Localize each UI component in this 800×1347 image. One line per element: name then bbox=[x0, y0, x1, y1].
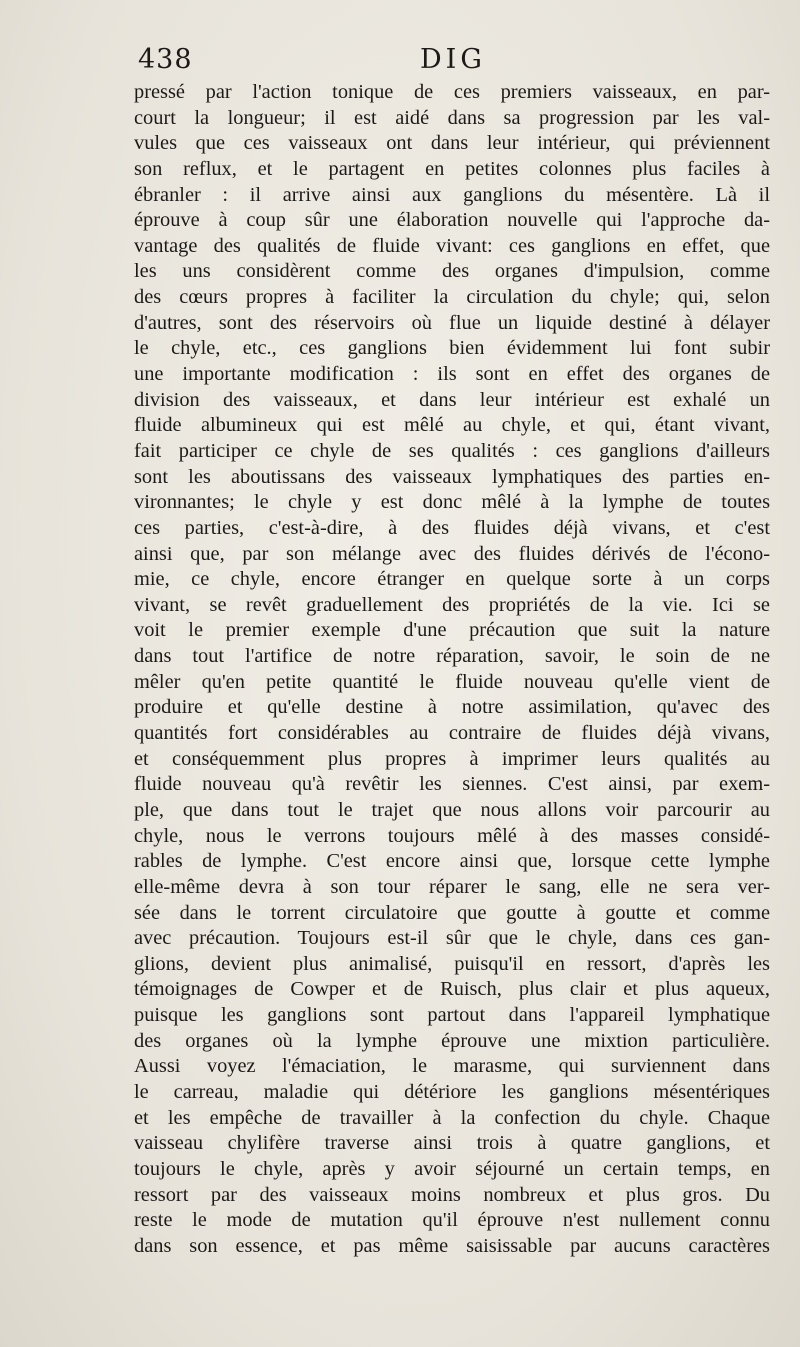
text-line: ébranler : il arrive ainsi aux ganglions du mésentère. Là il bbox=[134, 183, 770, 206]
text-line: Aussi voyez l'émaciation, le marasme, qui surviennent dans bbox=[134, 1055, 770, 1078]
text-line: fluide albumineux qui est mêlé au chyle, et qui, étant vivant, bbox=[134, 414, 770, 437]
text-line: vules que ces vaisseaux ont dans leur intérieur, qui préviennent bbox=[134, 132, 770, 155]
text-line: ressort par des vaisseaux moins nombreux et plus gros. Du bbox=[134, 1183, 770, 1206]
text-line: vironnantes; le chyle y est donc mêlé à la lymphe de toutes bbox=[134, 491, 770, 514]
body-text bbox=[134, 80, 770, 1259]
text-line: et conséquemment plus propres à imprimer leurs qualités au bbox=[134, 747, 770, 770]
text-line: division des vaisseaux, et dans leur intérieur est exhalé un bbox=[134, 388, 770, 411]
text-line: d'autres, sont des réservoirs où flue un liquide destiné à délayer bbox=[134, 311, 770, 334]
text-line: produire et qu'elle destine à notre assimilation, qu'avec des bbox=[134, 696, 770, 719]
text-line: chyle, nous le verrons toujours mêlé à des masses considé- bbox=[134, 824, 770, 847]
text-line: court la longueur; il est aidé dans sa progression par les val- bbox=[134, 106, 770, 129]
text-line: sée dans le torrent circulatoire que goutte à goutte et comme bbox=[134, 901, 770, 924]
text-line: le carreau, maladie qui détériore les ganglions mésentériques bbox=[134, 1080, 770, 1103]
text-line: témoignages de Cowper et de Ruisch, plus clair et plus aqueux, bbox=[134, 978, 770, 1001]
text-line: vaisseau chylifère traverse ainsi trois à quatre ganglions, et bbox=[134, 1132, 770, 1155]
text-line: des organes où la lymphe éprouve une mixtion particulière. bbox=[134, 1029, 770, 1052]
text-line: dans son essence, et pas même saisissable par aucuns caractères bbox=[134, 1234, 770, 1257]
text-line: puisque les ganglions sont partout dans l'appareil lymphatique bbox=[134, 1004, 770, 1027]
text-line: son reflux, et le partagent en petites colonnes plus faciles à bbox=[134, 157, 770, 180]
text-line: ainsi que, par son mélange avec des fluides dérivés de l'écono- bbox=[134, 542, 770, 565]
text-line: glions, devient plus animalisé, puisqu'il en ressort, d'après les bbox=[134, 952, 770, 975]
text-line: le chyle, etc., ces ganglions bien évidemment lui font subir bbox=[134, 337, 770, 360]
text-line: sont les aboutissans des vaisseaux lymphatiques des parties en- bbox=[134, 465, 770, 488]
text-line: mie, ce chyle, encore étranger en quelque sorte à un corps bbox=[134, 568, 770, 591]
text-line: toujours le chyle, après y avoir séjourné un certain temps, en bbox=[134, 1157, 770, 1180]
text-line: voit le premier exemple d'une précaution que suit la nature bbox=[134, 619, 770, 642]
text-line: ple, que dans tout le trajet que nous allons voir parcourir au bbox=[134, 798, 770, 821]
running-head: DIG bbox=[420, 44, 486, 75]
text-line: une importante modification : ils sont en effet des organes de bbox=[134, 363, 770, 386]
text-line: vantage des qualités de fluide vivant: ces ganglions en effet, que bbox=[134, 234, 770, 257]
text-line: quantités fort considérables au contraire de fluides déjà vivans, bbox=[134, 722, 770, 745]
text-line: les uns considèrent comme des organes d'impulsion, comme bbox=[134, 260, 770, 283]
text-line: vivant, se revêt graduellement des propriétés de la vie. Ici se bbox=[134, 593, 770, 616]
page-number: 438 bbox=[138, 44, 193, 75]
text-line: ces parties, c'est-à-dire, à des fluides déjà vivans, et c'est bbox=[134, 516, 770, 539]
text-line: dans tout l'artifice de notre réparation, savoir, le soin de ne bbox=[134, 645, 770, 668]
text-line: fait participer ce chyle de ses qualités : ces ganglions d'ailleurs bbox=[134, 439, 770, 462]
text-line: reste le mode de mutation qu'il éprouve n'est nullement connu bbox=[134, 1209, 770, 1232]
text-line: avec précaution. Toujours est-il sûr que le chyle, dans ces gan- bbox=[134, 927, 770, 950]
text-line: éprouve à coup sûr une élaboration nouvelle qui l'approche da- bbox=[134, 209, 770, 232]
text-line: des cœurs propres à faciliter la circulation du chyle; qui, selon bbox=[134, 286, 770, 309]
text-line: rables de lymphe. C'est encore ainsi que, lorsque cette lymphe bbox=[134, 850, 770, 873]
text-line: elle-même devra à son tour réparer le sang, elle ne sera ver- bbox=[134, 875, 770, 898]
text-line: et les empêche de travailler à la confection du chyle. Chaque bbox=[134, 1106, 770, 1129]
page-header bbox=[136, 44, 776, 80]
text-line: fluide nouveau qu'à revêtir les siennes. C'est ainsi, par exem- bbox=[134, 773, 770, 796]
text-line: mêler qu'en petite quantité le fluide nouveau qu'elle vient de bbox=[134, 670, 770, 693]
text-line: pressé par l'action tonique de ces premiers vaisseaux, en par- bbox=[134, 81, 770, 103]
